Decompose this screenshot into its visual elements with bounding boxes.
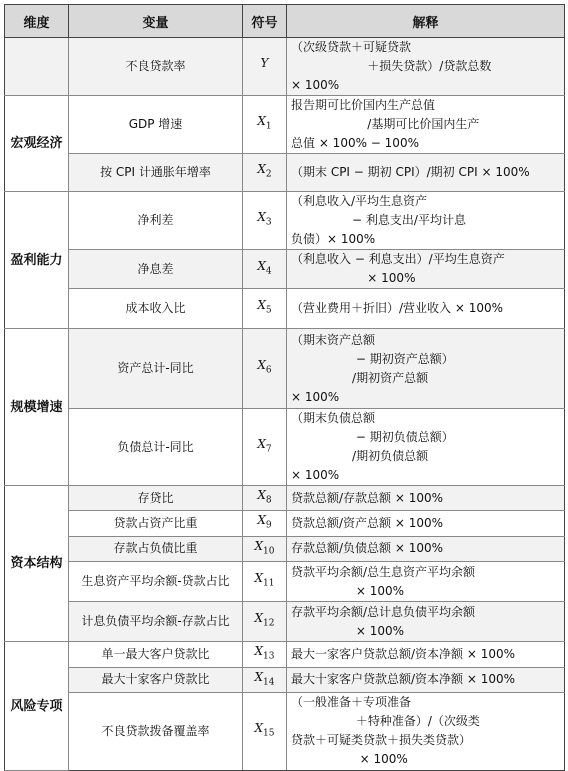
- dimension-cell: 盈利能力: [5, 192, 69, 329]
- symbol-subscript: 15: [263, 728, 275, 739]
- table-row: [5, 192, 565, 250]
- dimension-cell: 宏观经济: [5, 96, 69, 192]
- symbol-cell: [243, 250, 287, 289]
- table-row: [5, 602, 565, 642]
- explanation-line: 贷款总额/存款总额 × 100%: [291, 490, 444, 505]
- explanation-cell: [287, 192, 565, 250]
- explanation-cell: [287, 536, 565, 561]
- table-row: [5, 96, 565, 154]
- header-variable: 变量: [69, 5, 243, 38]
- explanation-line: （一般准备＋专项准备: [291, 695, 412, 710]
- explanation-cell: [287, 289, 565, 329]
- variable-cell: 净利差: [69, 192, 243, 250]
- explanation-cell: [287, 154, 565, 192]
- variable-cell: 贷款占资产比重: [69, 511, 243, 536]
- symbol-subscript: 6: [265, 365, 272, 376]
- symbol-subscript: 14: [263, 676, 275, 687]
- explanation-cell: [287, 667, 565, 692]
- table-row: [5, 536, 565, 561]
- explanation-line: 负债）× 100%: [291, 232, 376, 246]
- explanation-line: /基期可比价国内生产: [291, 117, 480, 131]
- symbol-cell: [243, 192, 287, 250]
- symbol-subscript: 11: [263, 578, 275, 589]
- dimension-cell: 规模增速: [5, 329, 69, 486]
- explanation-line: 最大一家客户贷款总额/资本净额 × 100%: [291, 646, 516, 661]
- symbol-letter: X: [257, 162, 266, 177]
- symbol-subscript: 7: [265, 444, 272, 455]
- explanation-cell: [287, 562, 565, 602]
- symbol-subscript: 2: [265, 169, 272, 180]
- symbol-cell: [243, 154, 287, 192]
- symbol-letter: X: [254, 669, 264, 684]
- symbol-cell: [243, 96, 287, 154]
- explanation-cell: [287, 602, 565, 642]
- symbol-letter: X: [254, 721, 264, 736]
- symbol-cell: [243, 642, 287, 667]
- explanation-line: （次级贷款＋可疑贷款: [291, 40, 412, 54]
- explanation-cell: [287, 486, 565, 511]
- symbol-subscript: 13: [263, 651, 275, 662]
- symbol-subscript: 1: [265, 121, 272, 132]
- explanation-cell: [287, 250, 565, 289]
- symbol-letter: X: [257, 258, 266, 273]
- header-symbol: 符号: [243, 5, 287, 38]
- explanation-line: 总值 × 100% − 100%: [291, 136, 419, 150]
- variable-cell: 计息负债平均余额-存款占比: [69, 602, 243, 642]
- dimension-cell: 资本结构: [5, 486, 69, 642]
- explanation-line: ＋损失贷款）/贷款总数: [291, 59, 492, 73]
- explanation-line: × 100%: [291, 468, 340, 482]
- header-explanation: 解释: [287, 5, 565, 38]
- symbol-letter: X: [257, 298, 266, 313]
- variable-cell: 生息资产平均余额-贷款占比: [69, 562, 243, 602]
- symbol-letter: X: [257, 210, 266, 225]
- table-row: [5, 409, 565, 486]
- explanation-cell: [287, 409, 565, 486]
- explanation-line: × 100%: [291, 271, 416, 285]
- dimension-cell: 风险专项: [5, 642, 69, 771]
- explanation-line: − 利息支出/平均计息: [291, 213, 466, 227]
- table-row: [5, 511, 565, 536]
- symbol-letter: X: [254, 611, 264, 626]
- variables-table: [4, 4, 565, 771]
- variable-cell: 按 CPI 计通胀年增率: [69, 154, 243, 192]
- symbol-subscript: 10: [263, 546, 275, 557]
- explanation-cell: [287, 38, 565, 96]
- symbol-cell: [243, 667, 287, 692]
- symbol-letter: X: [257, 114, 266, 129]
- variable-cell: 负债总计-同比: [69, 409, 243, 486]
- symbol-subscript: 4: [265, 266, 272, 277]
- symbol-subscript: 3: [265, 217, 272, 228]
- explanation-line: 存款平均余额/总计息负债平均余额: [291, 604, 476, 619]
- explanation-line: （期末负债总额: [291, 411, 376, 425]
- explanation-line: × 100%: [291, 389, 340, 404]
- explanation-line: （利息收入/平均生息资产: [291, 194, 428, 208]
- table-row: [5, 38, 565, 96]
- explanation-line: 贷款平均余额/总生息资产平均余额: [291, 564, 476, 579]
- variable-cell: GDP 增速: [69, 96, 243, 154]
- explanation-cell: [287, 642, 565, 667]
- variable-cell: 不良贷款率: [69, 38, 243, 96]
- table-row: [5, 289, 565, 329]
- explanation-line: × 100%: [291, 752, 408, 767]
- symbol-letter: X: [257, 436, 266, 451]
- symbol-cell: [243, 289, 287, 329]
- explanation-line: 最大十家客户贷款总额/资本净额 × 100%: [291, 672, 516, 687]
- variable-cell: 单一最大客户贷款比: [69, 642, 243, 667]
- symbol-cell: [243, 692, 287, 770]
- table-row: [5, 486, 565, 511]
- symbol-cell: [243, 536, 287, 561]
- symbol-subscript: 9: [265, 520, 272, 531]
- explanation-line: （期末资产总额: [291, 332, 376, 347]
- explanation-line: 贷款总额/资产总额 × 100%: [291, 516, 444, 531]
- variable-cell: 不良贷款拨备覆盖率: [69, 692, 243, 770]
- header-row: [5, 5, 565, 38]
- symbol-subscript: 5: [265, 305, 272, 316]
- table-row: [5, 562, 565, 602]
- symbol-cell: [243, 511, 287, 536]
- explanation-line: 贷款＋可疑类贷款＋损失类贷款）: [291, 733, 472, 748]
- symbol-cell: [243, 486, 287, 511]
- explanation-cell: [287, 96, 565, 154]
- symbol-letter: X: [254, 538, 264, 553]
- explanation-line: /期初负债总额: [291, 449, 429, 463]
- symbol-subscript: 8: [265, 495, 272, 506]
- symbol-letter: X: [254, 644, 264, 659]
- table-row: [5, 154, 565, 192]
- explanation-line: × 100%: [291, 583, 405, 598]
- symbol-letter: X: [257, 358, 266, 373]
- variable-cell: 资产总计-同比: [69, 329, 243, 409]
- variable-cell: 存款占负债比重: [69, 536, 243, 561]
- dimension-cell: [5, 38, 69, 96]
- explanation-line: × 100%: [291, 623, 405, 638]
- symbol-letter: X: [254, 571, 264, 586]
- variable-cell: 存贷比: [69, 486, 243, 511]
- explanation-line: /期初资产总额: [291, 370, 429, 385]
- explanation-line: 存款总额/负债总额 × 100%: [291, 541, 444, 556]
- explanation-line: （营业费用＋折旧）/营业收入 × 100%: [291, 301, 504, 315]
- explanation-line: × 100%: [291, 78, 340, 92]
- explanation-line: ＋特种准备）/（次级类: [291, 714, 480, 729]
- symbol-cell: [243, 602, 287, 642]
- variable-cell: 净息差: [69, 250, 243, 289]
- explanation-cell: [287, 329, 565, 409]
- symbol-subscript: 12: [263, 618, 275, 629]
- variable-cell: 最大十家客户贷款比: [69, 667, 243, 692]
- symbol-cell: [243, 38, 287, 96]
- table-row: [5, 329, 565, 409]
- symbol-letter: X: [257, 488, 266, 502]
- explanation-line: （利息收入 − 利息支出）/平均生息资产: [291, 252, 505, 266]
- variable-cell: 成本收入比: [69, 289, 243, 329]
- explanation-line: − 期初资产总额）: [291, 351, 454, 366]
- explanation-cell: [287, 692, 565, 770]
- symbol-cell: [243, 329, 287, 409]
- explanation-line: − 期初负债总额）: [291, 430, 454, 444]
- symbol-cell: [243, 409, 287, 486]
- symbol-letter: X: [257, 513, 266, 528]
- table-row: [5, 667, 565, 692]
- symbol-cell: [243, 562, 287, 602]
- explanation-cell: [287, 511, 565, 536]
- symbol-letter: Y: [260, 56, 269, 71]
- table-row: [5, 692, 565, 770]
- table-row: [5, 642, 565, 667]
- explanation-line: 报告期可比价国内生产总值: [291, 98, 436, 112]
- table-row: [5, 250, 565, 289]
- explanation-line: （期末 CPI − 期初 CPI）/期初 CPI × 100%: [291, 165, 530, 179]
- header-dimension: 维度: [5, 5, 69, 38]
